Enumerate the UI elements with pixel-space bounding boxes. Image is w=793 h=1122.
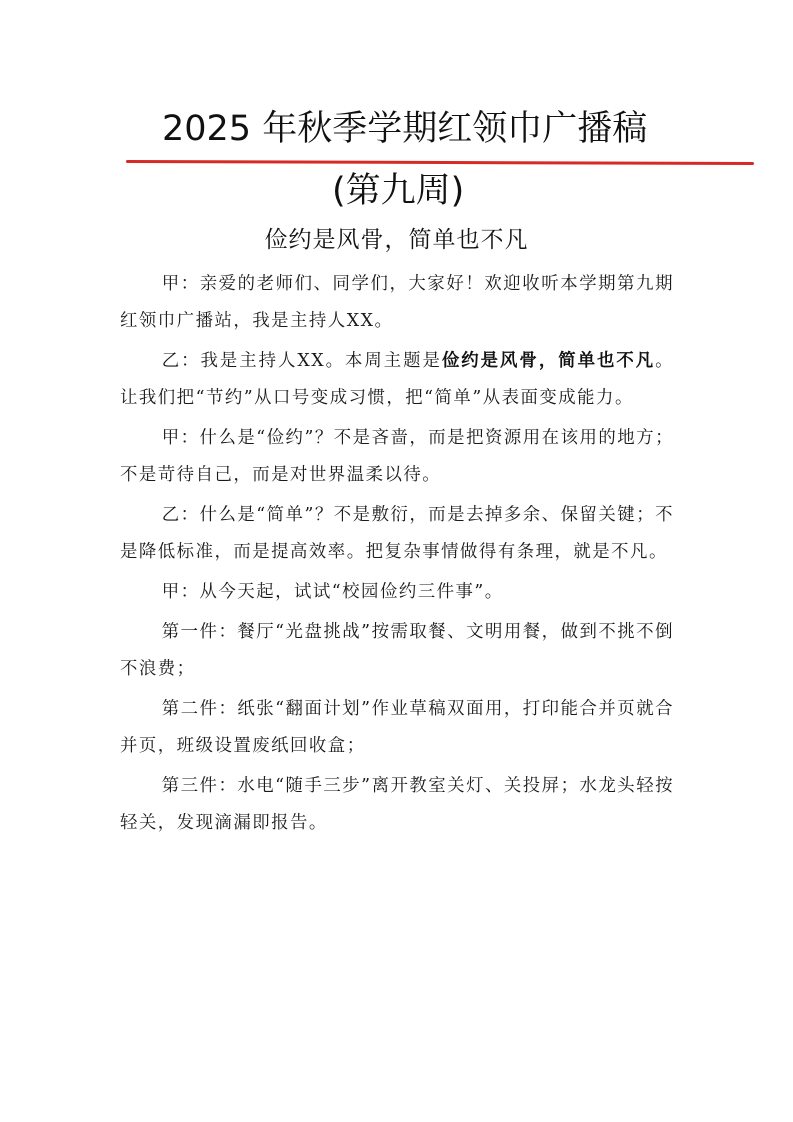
- title-divider-rule: [126, 160, 754, 165]
- paragraph-theme-highlight: 俭约是风骨，简单也不凡: [441, 351, 656, 371]
- document-subtitle: 俭约是风骨，简单也不凡: [264, 227, 529, 253]
- document-title: 2025 年秋季学期红领巾广播稿: [162, 109, 648, 149]
- paragraph-item-one: 第一件：餐厅“光盘挑战”按需取餐、文明用餐，做到不挑不倒不浪费；: [120, 622, 674, 679]
- document-title-week: (第九周): [332, 171, 465, 211]
- paragraph-greeting: 甲：亲爱的老师们、同学们，大家好！欢迎收听本学期第九期红领巾广播站，我是主持人XX。: [120, 274, 674, 331]
- paragraph-item-three: 第三件：水电“随手三步”离开教室关灯、关投屏；水龙头轻按轻关，发现滴漏即报告。: [120, 776, 674, 833]
- document-body: [120, 266, 674, 845]
- paragraph-three-things-intro: 甲：从今天起，试试“校园俭约三件事”。: [161, 582, 504, 602]
- paragraph-theme-prefix: 乙：我是主持人XX。本周主题是: [161, 351, 442, 371]
- paragraph-simplicity: 乙：什么是“简单”？不是敷衍，而是去掉多余、保留关键；不是降低标准，而是提高效率。把复杂事情做得有条理，就是不凡。: [120, 505, 674, 562]
- paragraph-item-two: 第二件：纸张“翻面计划”作业草稿双面用，打印能合并页就合并页，班级设置废纸回收盒；: [120, 699, 674, 756]
- paragraph-frugality: 甲：什么是“俭约”？不是吝啬，而是把资源用在该用的地方；不是苛待自己，而是对世界温柔以待。: [120, 428, 674, 485]
- paragraph-theme: [120, 343, 674, 417]
- paragraph-theme-suffix: 。让我们把“节约”从口号变成习惯，把“简单”从表面变成能力。: [120, 351, 674, 408]
